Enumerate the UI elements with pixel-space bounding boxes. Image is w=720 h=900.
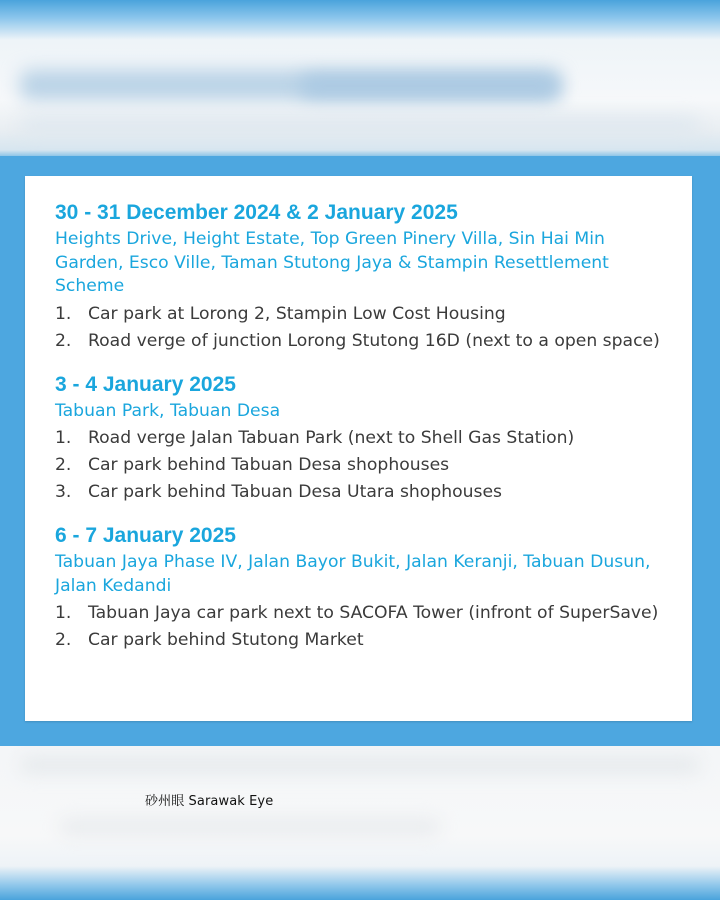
- schedule-section: [55, 372, 672, 505]
- blurred-bottom-background: [0, 746, 720, 900]
- location-item: [55, 601, 672, 625]
- section-date-heading: 3 - 4 January 2025: [55, 372, 236, 396]
- section-date-heading: 6 - 7 January 2025: [55, 524, 236, 547]
- location-item: [55, 453, 672, 477]
- location-number: 2.: [55, 330, 72, 351]
- location-text: Tabuan Jaya car park next to SACOFA Tower (infront of SuperSave): [88, 603, 659, 623]
- location-number: 1.: [55, 428, 72, 448]
- location-list: [55, 426, 672, 504]
- location-item: [55, 329, 672, 353]
- location-number: 1.: [55, 603, 72, 623]
- schedule-section: [55, 200, 672, 353]
- location-number: 1.: [55, 303, 72, 324]
- location-text: Road verge Jalan Tabuan Park (next to Shell Gas Station): [88, 428, 575, 448]
- location-item: [55, 628, 672, 652]
- location-item: [55, 480, 672, 504]
- schedule-card: [25, 176, 692, 721]
- blurred-top-background: [0, 0, 720, 160]
- location-number: 2.: [55, 455, 72, 475]
- location-number: 2.: [55, 630, 72, 650]
- location-number: 3.: [55, 482, 72, 502]
- section-date-heading: 30 - 31 December 2024 & 2 January 2025: [55, 201, 458, 224]
- section-area-names: Tabuan Jaya Phase IV, Jalan Bayor Bukit, Jalan Keranji, Tabuan Dusun, Jalan Kedandi: [55, 552, 651, 596]
- source-caption: 砂州眼 Sarawak Eye: [145, 794, 274, 809]
- schedule-section: [55, 523, 672, 652]
- location-item: [55, 426, 672, 450]
- location-text: Car park behind Stutong Market: [88, 630, 364, 650]
- location-text: Car park at Lorong 2, Stampin Low Cost Housing: [88, 303, 506, 324]
- location-item: [55, 302, 672, 326]
- section-area-names: Heights Drive, Height Estate, Top Green Pinery Villa, Sin Hai Min Garden, Esco Ville, Taman Stutong Jaya & Stampin Resettlement Scheme: [55, 229, 609, 296]
- section-area-names: Tabuan Park, Tabuan Desa: [55, 400, 281, 421]
- location-list: [55, 302, 672, 353]
- location-text: Car park behind Tabuan Desa Utara shophouses: [88, 482, 503, 502]
- location-text: Road verge of junction Lorong Stutong 16D (next to a open space): [88, 330, 660, 351]
- location-text: Car park behind Tabuan Desa shophouses: [88, 455, 450, 475]
- location-list: [55, 601, 672, 652]
